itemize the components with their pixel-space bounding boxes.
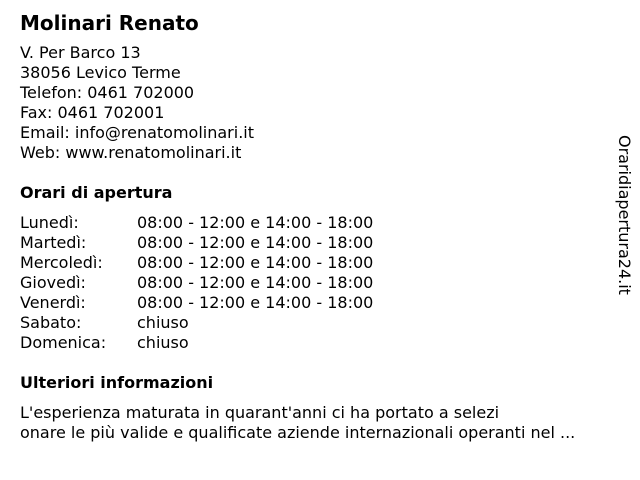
fax-number: Fax: 0461 702001 <box>20 103 165 122</box>
hours-row-thursday <box>20 273 610 293</box>
site-brand-vertical: Oraridiapertura24.it <box>615 135 634 295</box>
email-address: Email: info@renatomolinari.it <box>20 123 254 142</box>
day-label: Venerdì: <box>20 293 86 312</box>
hours-row-saturday <box>20 313 610 333</box>
day-label: Domenica: <box>20 333 107 352</box>
opening-hours-table <box>20 213 610 353</box>
hours-row-monday <box>20 213 610 233</box>
hours-row-sunday <box>20 333 610 353</box>
day-label: Sabato: <box>20 313 82 332</box>
day-hours: 08:00 - 12:00 e 14:00 - 18:00 <box>137 253 374 272</box>
hours-row-tuesday <box>20 233 610 253</box>
further-info-line: L'esperienza maturata in quarant'anni ci ha portato a selezi <box>20 403 500 422</box>
day-hours: chiuso <box>137 313 189 332</box>
day-hours: 08:00 - 12:00 e 14:00 - 18:00 <box>137 273 374 292</box>
further-info-heading: Ulteriori informazioni <box>20 373 214 392</box>
phone-number: Telefon: 0461 702000 <box>20 83 195 102</box>
hours-row-wednesday <box>20 253 610 273</box>
further-info-text <box>20 403 610 443</box>
day-hours: 08:00 - 12:00 e 14:00 - 18:00 <box>137 213 374 232</box>
day-hours: 08:00 - 12:00 e 14:00 - 18:00 <box>137 293 374 312</box>
website-address: Web: www.renatomolinari.it <box>20 143 242 162</box>
hours-row-friday <box>20 293 610 313</box>
business-card <box>20 9 610 443</box>
day-label: Giovedì: <box>20 273 86 292</box>
day-hours: 08:00 - 12:00 e 14:00 - 18:00 <box>137 233 374 252</box>
day-label: Lunedì: <box>20 213 79 232</box>
opening-hours-heading: Orari di apertura <box>20 183 173 202</box>
day-label: Martedì: <box>20 233 87 252</box>
address-city: 38056 Levico Terme <box>20 63 181 82</box>
day-label: Mercoledì: <box>20 253 103 272</box>
further-info-line: onare le più valide e qualificate aziende internazionali operanti nel ... <box>20 423 576 442</box>
day-hours: chiuso <box>137 333 189 352</box>
business-name: Molinari Renato <box>20 11 199 35</box>
address-street: V. Per Barco 13 <box>20 43 141 62</box>
